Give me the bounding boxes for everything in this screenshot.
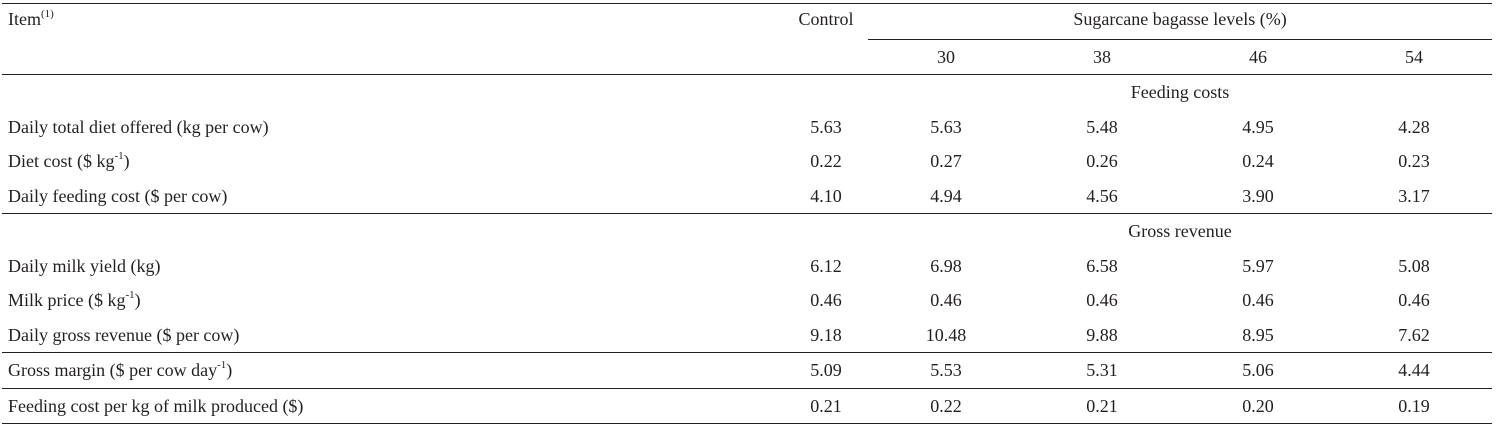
level-value-cell: 0.26: [1086, 151, 1118, 172]
level-header: 54: [1336, 40, 1492, 75]
level-value-cell: 5.48: [1086, 116, 1118, 137]
item-header-footnote: (1): [41, 8, 54, 20]
row-label-superscript: -1: [125, 289, 135, 302]
level-value-cell: 5.08: [1398, 255, 1430, 276]
row-label-text: Milk price ($ kg: [8, 290, 126, 311]
level-value-cell: 0.46: [930, 290, 962, 311]
level-value-cell: 7.62: [1398, 324, 1430, 345]
row-label: [2, 110, 784, 145]
level-value-cell: 3.90: [1242, 185, 1274, 206]
header-row-1: [2, 4, 1492, 40]
table-body: [2, 75, 1492, 424]
table-row: [2, 249, 1492, 284]
summary-row: [2, 353, 1492, 389]
row-label-superscript: -1: [217, 359, 227, 372]
item-header: [2, 4, 784, 40]
level-value-cell: 0.23: [1398, 151, 1430, 172]
results-table-container: [2, 0, 1492, 424]
summary-row: [2, 388, 1492, 424]
level-value-cell: 10.48: [925, 324, 967, 345]
level-header: 46: [1180, 40, 1336, 75]
control-value-cell: 4.10: [810, 185, 842, 206]
control-value-cell: 5.63: [810, 116, 842, 137]
table-row: [2, 110, 1492, 145]
control-value-cell: 6.12: [810, 255, 842, 276]
level-value-cell: 0.20: [1180, 388, 1336, 424]
row-label-suffix: ): [123, 151, 130, 172]
level-value-cell: 0.46: [1242, 290, 1274, 311]
level-value-cell: 0.19: [1336, 388, 1492, 424]
level-value-cell: 0.27: [930, 151, 962, 172]
level-value-cell: 5.53: [868, 353, 1024, 389]
row-label-text: Daily milk yield (kg): [8, 255, 161, 276]
row-label-text: Daily feeding cost ($ per cow): [8, 185, 228, 206]
level-value-cell: 4.56: [1086, 185, 1118, 206]
header-row-2: [2, 40, 1492, 75]
level-value-cell: 0.21: [1024, 388, 1180, 424]
level-header: 30: [868, 40, 1024, 75]
row-label-text: Daily total diet offered (kg per cow): [8, 116, 269, 137]
section-header-row: [2, 214, 1492, 249]
item-header-label: Item: [8, 9, 41, 29]
bagasse-levels-group-header: Sugarcane bagasse levels (%): [868, 4, 1492, 40]
level-value-cell: 6.98: [930, 255, 962, 276]
row-label-text: Gross margin ($ per cow day: [8, 360, 218, 381]
table-row: [2, 283, 1492, 318]
row-label: [2, 283, 784, 318]
control-value-cell: 5.09: [784, 353, 868, 389]
level-value-cell: 9.88: [1086, 324, 1118, 345]
row-label: [2, 388, 784, 424]
level-value-cell: 0.24: [1242, 151, 1274, 172]
table-row: [2, 318, 1492, 353]
row-label-text: Daily gross revenue ($ per cow): [8, 324, 240, 345]
control-header: Control: [784, 4, 868, 40]
table-row: [2, 179, 1492, 214]
level-value-cell: 3.17: [1398, 185, 1430, 206]
level-value-cell: 8.95: [1242, 324, 1274, 345]
section-title: Gross revenue: [868, 214, 1492, 249]
economic-results-table: [2, 3, 1492, 424]
level-value-cell: 5.06: [1180, 353, 1336, 389]
level-value-cell: 5.31: [1024, 353, 1180, 389]
control-value-cell: 0.22: [810, 151, 842, 172]
row-label-text: Diet cost ($ kg: [8, 151, 115, 172]
level-value-cell: 5.97: [1242, 255, 1274, 276]
row-label: [2, 353, 784, 389]
row-label: [2, 318, 784, 353]
section-title: Feeding costs: [1130, 82, 1230, 103]
control-value-cell: 0.21: [784, 388, 868, 424]
row-label-suffix: ): [226, 360, 233, 381]
control-value-cell: 9.18: [810, 324, 842, 345]
row-label: [2, 144, 784, 179]
row-label-suffix: ): [134, 290, 141, 311]
level-value-cell: 0.46: [1398, 290, 1430, 311]
row-label-text: Feeding cost per kg of milk produced ($): [8, 395, 304, 416]
level-value-cell: 4.94: [930, 185, 962, 206]
section-header-row: [2, 75, 1492, 110]
level-value-cell: 4.44: [1336, 353, 1492, 389]
table-row: [2, 144, 1492, 179]
level-header: 38: [1024, 40, 1180, 75]
level-value-cell: 6.58: [1086, 255, 1118, 276]
row-label-superscript: -1: [114, 150, 124, 163]
level-value-cell: 0.22: [868, 388, 1024, 424]
level-value-cell: 4.28: [1398, 116, 1430, 137]
control-value-cell: 0.46: [810, 290, 842, 311]
level-value-cell: 4.95: [1242, 116, 1274, 137]
level-value-cell: 5.63: [930, 116, 962, 137]
row-label: [2, 179, 784, 214]
row-label: [2, 249, 784, 284]
level-value-cell: 0.46: [1086, 290, 1118, 311]
